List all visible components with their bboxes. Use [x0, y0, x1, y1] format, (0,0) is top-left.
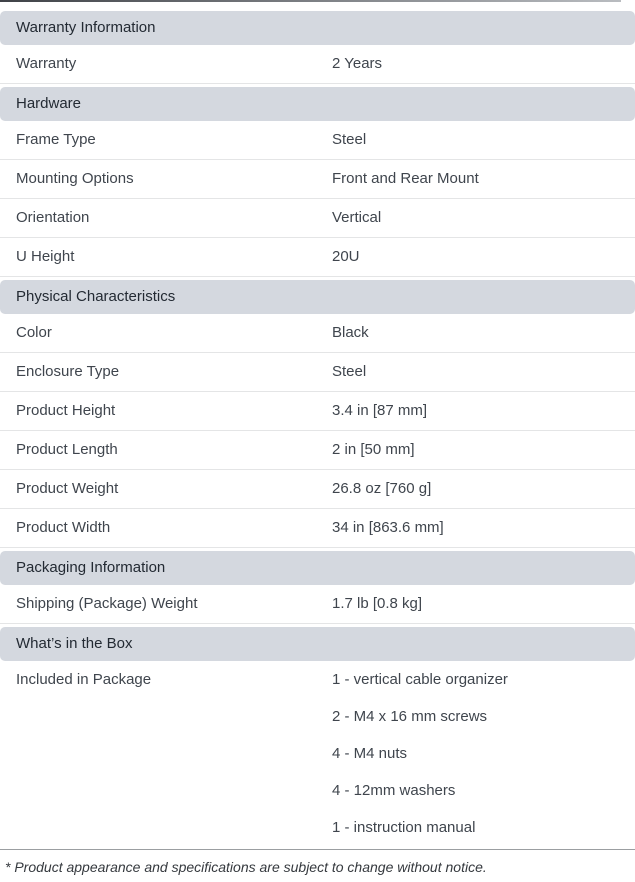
- spec-row-label: Warranty: [16, 55, 77, 72]
- spec-row: [0, 585, 635, 624]
- spec-row-label: Product Height: [16, 402, 116, 419]
- spec-row: [0, 314, 635, 353]
- footnote: * Product appearance and specifications are subject to change without notice.: [5, 859, 487, 875]
- spec-row-values: [332, 594, 619, 614]
- section-header: Physical Characteristics: [0, 280, 635, 314]
- spec-row-label: Orientation: [16, 209, 90, 226]
- spec-row: [0, 238, 635, 277]
- spec-row-values: [332, 401, 619, 421]
- spec-row: [0, 470, 635, 509]
- spec-row: [0, 431, 635, 470]
- spec-row-values: [332, 247, 619, 267]
- spec-row-value: Black: [332, 324, 369, 341]
- spec-row-value: 3.4 in [87 mm]: [332, 402, 428, 419]
- spec-row-value: Front and Rear Mount: [332, 170, 479, 187]
- spec-row-value: Vertical: [332, 209, 382, 226]
- spec-row-label: Product Weight: [16, 480, 119, 497]
- spec-row: [0, 199, 635, 238]
- spec-row-values: [332, 518, 619, 538]
- spec-row-values: [332, 362, 619, 382]
- spec-row-label: Color: [16, 324, 52, 341]
- spec-row: [0, 121, 635, 160]
- spec-row-value: 4 - M4 nuts: [332, 745, 408, 762]
- section-header: Hardware: [0, 87, 635, 121]
- spec-row: [0, 353, 635, 392]
- spec-row-label: Frame Type: [16, 131, 96, 148]
- spec-row-label: Shipping (Package) Weight: [16, 595, 198, 612]
- spec-row-value: Steel: [332, 131, 367, 148]
- spec-row-label: Product Length: [16, 441, 118, 458]
- section-header: Warranty Information: [0, 11, 635, 45]
- spec-row-value: 2 - M4 x 16 mm screws: [332, 708, 488, 725]
- spec-row-values: [332, 169, 619, 189]
- spec-row-values: [332, 670, 619, 838]
- spec-row-values: [332, 479, 619, 499]
- spec-row: [0, 509, 635, 548]
- spec-row-value: 26.8 oz [760 g]: [332, 480, 432, 497]
- spec-row-value: 1 - vertical cable organizer: [332, 671, 508, 688]
- spec-row: [0, 45, 635, 84]
- spec-row-value: 1 - instruction manual: [332, 819, 476, 836]
- spec-row-values: [332, 440, 619, 460]
- spec-row-value: 4 - 12mm washers: [332, 782, 456, 799]
- spec-row-values: [332, 208, 619, 228]
- spec-row-label: Included in Package: [16, 671, 152, 688]
- spec-row-values: [332, 54, 619, 74]
- section-header: Packaging Information: [0, 551, 635, 585]
- spec-sections: [0, 11, 635, 847]
- spec-row-value: 34 in [863.6 mm]: [332, 519, 444, 536]
- spec-row: [0, 661, 635, 847]
- spec-row-value: 2 in [50 mm]: [332, 441, 415, 458]
- spec-row-values: [332, 323, 619, 343]
- spec-row: [0, 160, 635, 199]
- spec-row-label: Enclosure Type: [16, 363, 120, 380]
- spec-row-value: 2 Years: [332, 55, 383, 72]
- spec-row-values: [332, 130, 619, 150]
- spec-row-label: Mounting Options: [16, 170, 134, 187]
- spec-row-value: 1.7 lb [0.8 kg]: [332, 595, 423, 612]
- spec-row-value: Steel: [332, 363, 367, 380]
- product-spec-table: [0, 2, 635, 882]
- section-header: What’s in the Box: [0, 627, 635, 661]
- spec-row-label: U Height: [16, 248, 75, 265]
- spec-row-value: 20U: [332, 248, 360, 265]
- spec-row-label: Product Width: [16, 519, 111, 536]
- spec-row: [0, 392, 635, 431]
